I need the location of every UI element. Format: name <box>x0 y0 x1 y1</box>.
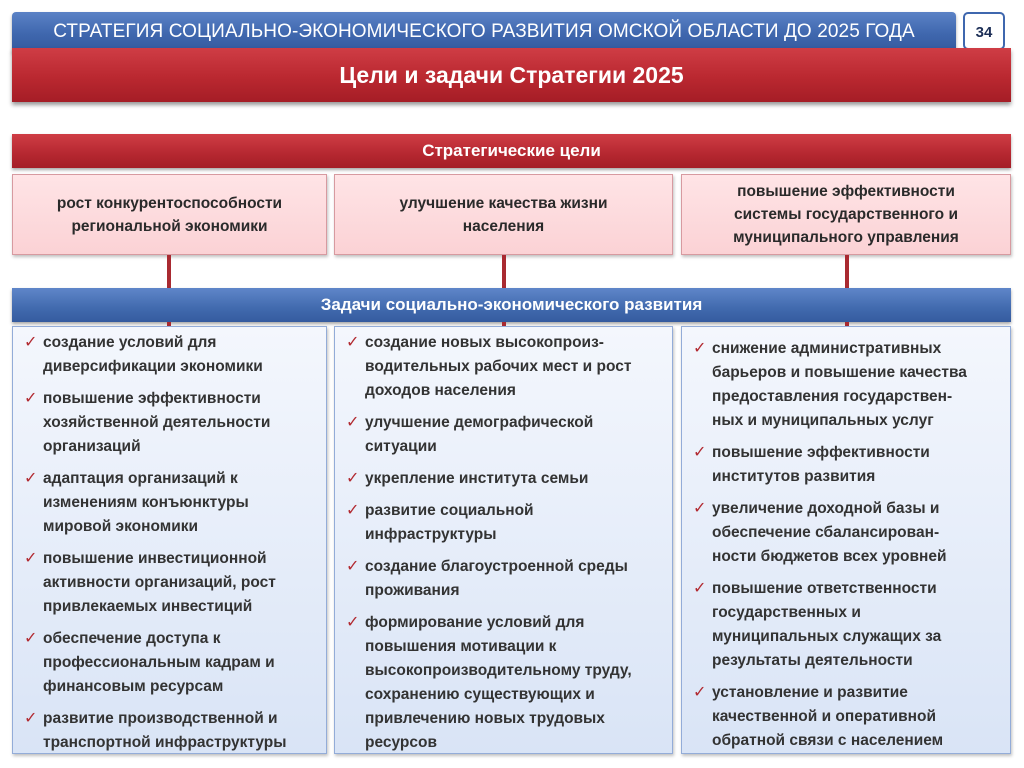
task-text: повышение эффективности институтов развития <box>712 444 930 485</box>
task-item <box>23 707 322 754</box>
task-item <box>345 411 668 459</box>
goal-text: рост конкурентоспособности региональной экономики <box>56 194 283 235</box>
task-text: создание благоустроенной среды проживания <box>365 558 628 599</box>
goal-text: повышение эффективности системы государственного и муниципального управления <box>733 183 959 246</box>
task-list <box>23 331 322 754</box>
task-text: улучшение демографической ситуации <box>365 414 594 455</box>
task-text: формирование условий для повышения мотивации к высокопроизводительному труду, сохранению существующих и привлечению новых трудовых ресурсов <box>365 614 632 751</box>
task-text: повышение инвестиционной активности организаций, рост привлекаемых инвестиций <box>43 550 276 615</box>
goal-text: улучшение качества жизни населения <box>399 194 608 235</box>
checkmark-icon: ✓ <box>346 614 360 631</box>
checkmark-icon: ✓ <box>693 500 707 517</box>
checkmark-icon: ✓ <box>24 710 38 727</box>
checkmark-icon: ✓ <box>346 502 360 519</box>
task-list <box>692 337 1006 753</box>
task-item <box>692 497 1006 569</box>
task-text: создание новых высокопроиз- водительных рабочих мест и рост доходов населения <box>365 334 632 399</box>
task-text: установление и развитие качественной и оперативной обратной связи с населением <box>712 684 944 749</box>
task-item <box>23 387 322 459</box>
tasks-column-3 <box>681 326 1011 754</box>
checkmark-icon: ✓ <box>693 340 707 357</box>
connector-line <box>845 255 849 288</box>
tasks-column-2 <box>334 326 673 754</box>
task-item <box>692 681 1006 753</box>
tasks-column-1 <box>12 326 327 754</box>
task-text: повышение ответственности государственных и муниципальных служащих за результаты деятельности <box>712 580 942 669</box>
task-text: снижение административных барьеров и повышение качества предоставления государствен- ных и муниципальных услуг <box>712 340 967 429</box>
checkmark-icon: ✓ <box>346 414 360 431</box>
checkmark-icon: ✓ <box>346 334 360 351</box>
task-text: развитие социальной инфраструктуры <box>365 502 534 543</box>
slide-title: Цели и задачи Стратегии 2025 <box>12 48 1011 102</box>
checkmark-icon: ✓ <box>24 390 38 407</box>
connector-line <box>167 255 171 288</box>
checkmark-icon: ✓ <box>24 550 38 567</box>
checkmark-icon: ✓ <box>24 334 38 351</box>
task-item <box>692 441 1006 489</box>
task-item <box>345 611 668 754</box>
task-item <box>23 467 322 539</box>
checkmark-icon: ✓ <box>346 470 360 487</box>
strategic-goals-heading: Стратегические цели <box>12 134 1011 168</box>
task-item <box>345 467 668 491</box>
task-item <box>692 577 1006 673</box>
checkmark-icon: ✓ <box>24 630 38 647</box>
task-text: развитие производственной и транспортной инфраструктуры <box>43 710 287 751</box>
task-item <box>692 337 1006 433</box>
goal-box-1 <box>12 174 327 255</box>
header-title: СТРАТЕГИЯ СОЦИАЛЬНО-ЭКОНОМИЧЕСКОГО РАЗВИТИЯ ОМСКОЙ ОБЛАСТИ ДО 2025 ГОДА <box>12 12 956 52</box>
task-text: создание условий для диверсификации экономики <box>43 334 263 375</box>
checkmark-icon: ✓ <box>346 558 360 575</box>
task-text: обеспечение доступа к профессиональным кадрам и финансовым ресурсам <box>43 630 275 695</box>
task-item <box>345 499 668 547</box>
task-text: увеличение доходной базы и обеспечение сбалансирован- ности бюджетов всех уровней <box>712 500 947 565</box>
page-number: 34 <box>963 12 1005 50</box>
task-item <box>345 331 668 403</box>
task-text: адаптация организаций к изменениям конъюнктуры мировой экономики <box>43 470 249 535</box>
task-text: повышение эффективности хозяйственной деятельности организаций <box>43 390 271 455</box>
checkmark-icon: ✓ <box>24 470 38 487</box>
goal-box-2 <box>334 174 673 255</box>
connector-line <box>502 255 506 288</box>
task-text: укрепление института семьи <box>365 470 589 487</box>
checkmark-icon: ✓ <box>693 444 707 461</box>
tasks-heading: Задачи социально-экономического развития <box>12 288 1011 322</box>
task-list <box>345 331 668 754</box>
task-item <box>23 547 322 619</box>
task-item <box>23 331 322 379</box>
goal-box-3 <box>681 174 1011 255</box>
checkmark-icon: ✓ <box>693 684 707 701</box>
task-item <box>23 627 322 699</box>
checkmark-icon: ✓ <box>693 580 707 597</box>
task-item <box>345 555 668 603</box>
